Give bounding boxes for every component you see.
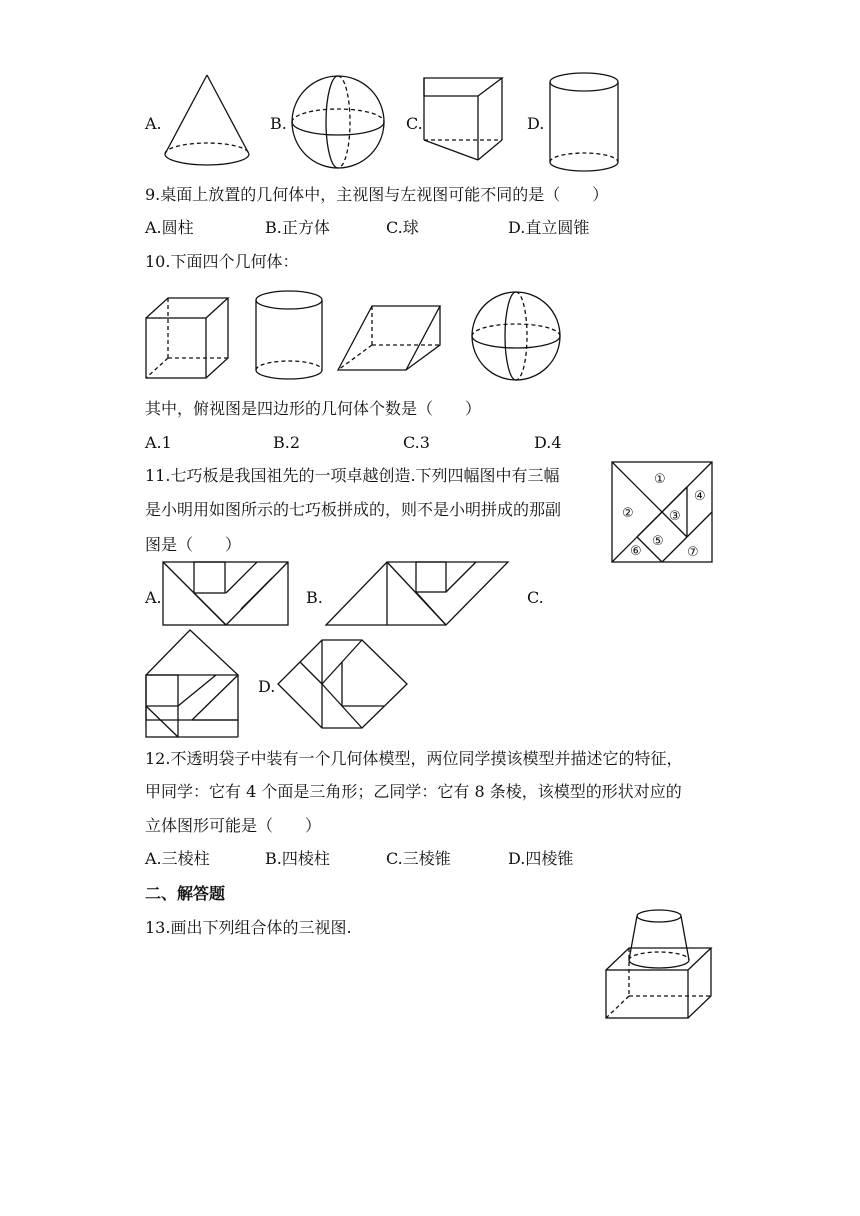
tangram-piece-5: ⑤ xyxy=(652,534,664,549)
q11-line2: 是小明用如图所示的七巧板拼成的，则不是小明拼成的那副 xyxy=(145,500,562,519)
q9-option-d: D.直立圆锥 xyxy=(508,218,590,237)
q10-question: 其中，俯视图是四边形的几何体个数是（ ） xyxy=(145,399,482,418)
q12-line2: 甲同学：它有 4 个面是三角形；乙同学：它有 8 条棱，该模型的形状对应的 xyxy=(145,782,682,801)
q8-option-d-label: D. xyxy=(527,114,545,133)
tangram-piece-4: ④ xyxy=(694,489,706,504)
tangram-piece-6: ⑥ xyxy=(630,544,642,559)
q10-option-b: B.2 xyxy=(273,433,301,452)
q12-line1: 12.不透明袋子中装有一个几何体模型，两位同学摸该模型并描述它的特征， xyxy=(145,749,683,768)
section-title: 二、解答题 xyxy=(145,884,226,903)
q12-line3: 立体图形可能是（ ） xyxy=(145,816,322,835)
q10-option-d: D.4 xyxy=(534,433,562,452)
q12-option-d: D.四棱锥 xyxy=(508,849,574,868)
q8-option-a-label: A. xyxy=(145,114,162,133)
q9-stem: 9.桌面上放置的几何体中，主视图与左视图可能不同的是（ ） xyxy=(145,185,609,204)
q11-option-c-label: C. xyxy=(527,588,544,607)
q12-option-a: A.三棱柱 xyxy=(145,849,210,868)
q11-option-a-label: A. xyxy=(145,588,162,607)
q13-stem: 13.画出下列组合体的三视图. xyxy=(145,918,352,937)
q12-option-c: C.三棱锥 xyxy=(386,849,451,868)
q11-option-d-label: D. xyxy=(258,677,276,696)
tangram-piece-3: ③ xyxy=(669,509,681,524)
q9-option-c: C.球 xyxy=(386,218,419,237)
q10-option-a: A.1 xyxy=(145,433,172,452)
q10-stem: 10.下面四个几何体： xyxy=(145,252,299,271)
q11-line3: 图是（ ） xyxy=(145,535,242,554)
tangram-piece-2: ② xyxy=(622,506,634,521)
q11-line1: 11.七巧板是我国祖先的一项卓越创造.下列四幅图中有三幅 xyxy=(145,466,560,485)
q8-option-c-label: C. xyxy=(406,114,423,133)
q9-option-a: A.圆柱 xyxy=(145,218,194,237)
q10-option-c: C.3 xyxy=(403,433,430,452)
q9-option-b: B.正方体 xyxy=(265,218,330,237)
tangram-piece-7: ⑦ xyxy=(687,545,699,560)
q8-option-b-label: B. xyxy=(270,114,287,133)
tangram-piece-1: ① xyxy=(654,472,666,487)
q12-option-b: B.四棱柱 xyxy=(265,849,330,868)
q11-option-b-label: B. xyxy=(306,588,323,607)
